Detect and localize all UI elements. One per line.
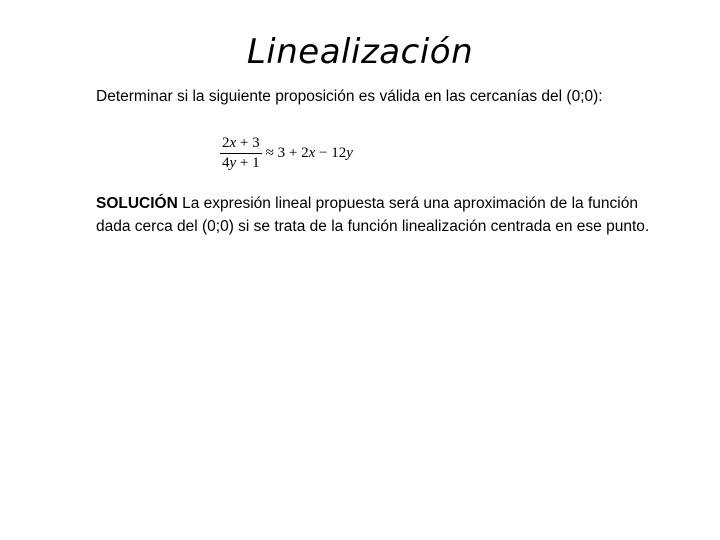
fraction <box>220 134 262 173</box>
denominator: 4y + 1 <box>222 154 260 171</box>
solution-paragraph <box>96 193 656 238</box>
solution-text: La expresión lineal propuesta será una aproximación de la función dada cerca del (0;0) si se trata de la función linealización centrada en ese punto. <box>96 195 650 235</box>
formula-rhs: ≈ 3 + 2x − 12y <box>265 144 353 161</box>
solution-label: SOLUCIÓN <box>96 195 178 212</box>
problem-statement: Determinar si la siguiente proposición es válida en las cercanías del (0;0): <box>96 88 603 105</box>
formula <box>220 128 353 178</box>
numerator: 2x + 3 <box>222 134 260 151</box>
approx-symbol: ≈ <box>265 144 274 161</box>
page-title: Linealización <box>246 32 474 72</box>
